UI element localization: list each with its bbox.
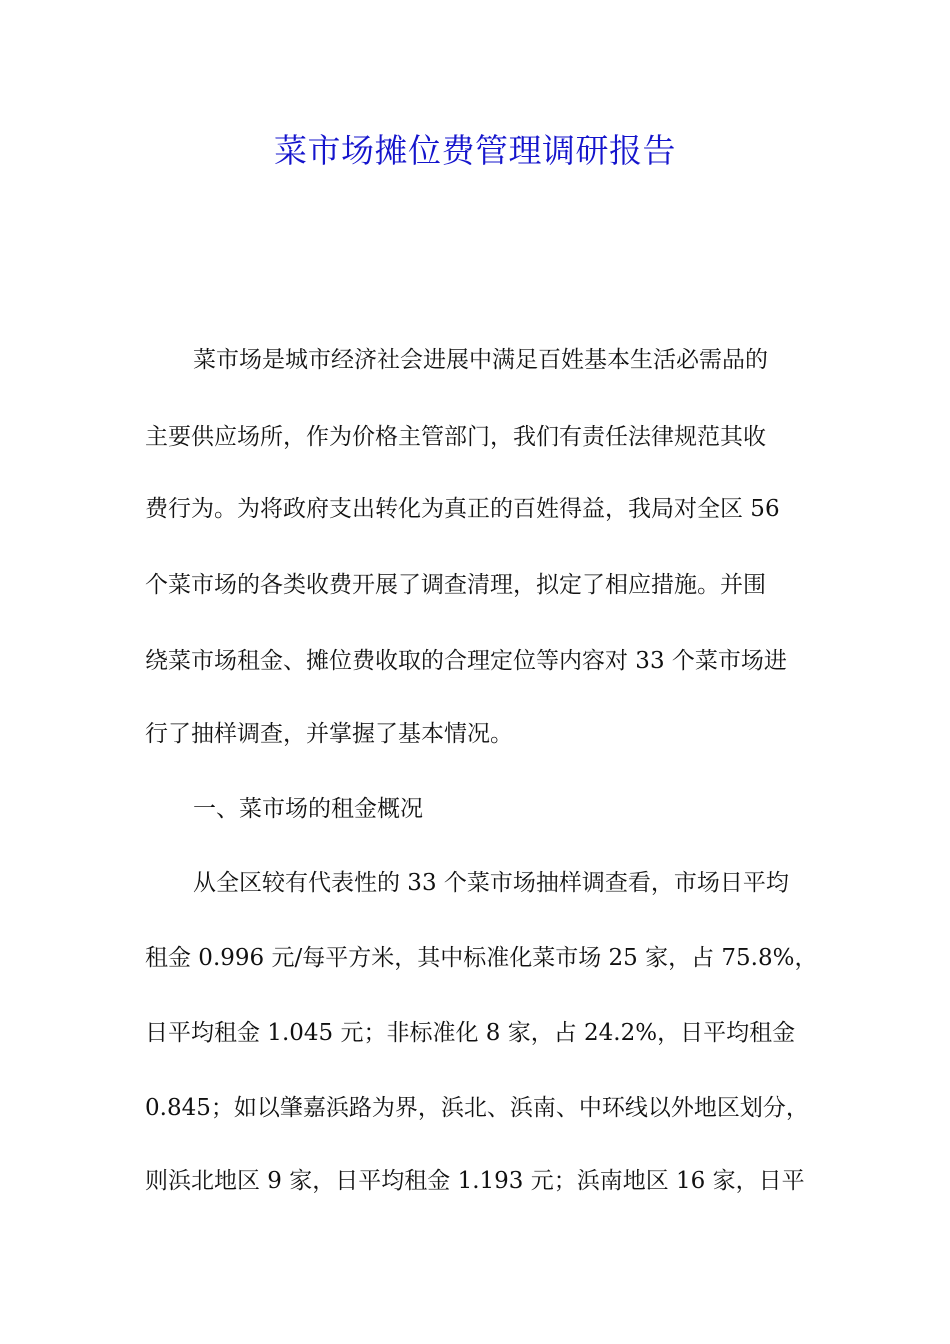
- body-line: 从全区较有代表性的 33 个菜市场抽样调查看，市场日平均: [193, 870, 789, 896]
- document-title: 菜市场摊位费管理调研报告: [274, 131, 676, 170]
- body-line: 0.845；如以肇嘉浜路为界，浜北、浜南、中环线以外地区划分，: [145, 1095, 809, 1121]
- body-line: 日平均租金 1.045 元；非标准化 8 家，占 24.2%，日平均租金: [145, 1020, 796, 1046]
- body-line: 个菜市场的各类收费开展了调查清理，拟定了相应措施。并围: [145, 572, 766, 598]
- body-line: 租金 0.996 元/每平方米，其中标准化菜市场 25 家，占 75.8%，: [145, 945, 818, 971]
- body-line: 绕菜市场租金、摊位费收取的合理定位等内容对 33 个菜市场进: [145, 648, 787, 674]
- body-line: 主要供应场所，作为价格主管部门，我们有责任法律规范其收: [145, 424, 766, 450]
- section-heading: 一、菜市场的租金概况: [193, 796, 423, 822]
- body-line: 则浜北地区 9 家，日平均租金 1.193 元；浜南地区 16 家，日平: [145, 1168, 805, 1194]
- body-line: 菜市场是城市经济社会进展中满足百姓基本生活必需品的: [193, 347, 768, 373]
- body-line: 费行为。为将政府支出转化为真正的百姓得益，我局对全区 56: [145, 496, 780, 522]
- body-line: 行了抽样调查，并掌握了基本情况。: [145, 721, 513, 747]
